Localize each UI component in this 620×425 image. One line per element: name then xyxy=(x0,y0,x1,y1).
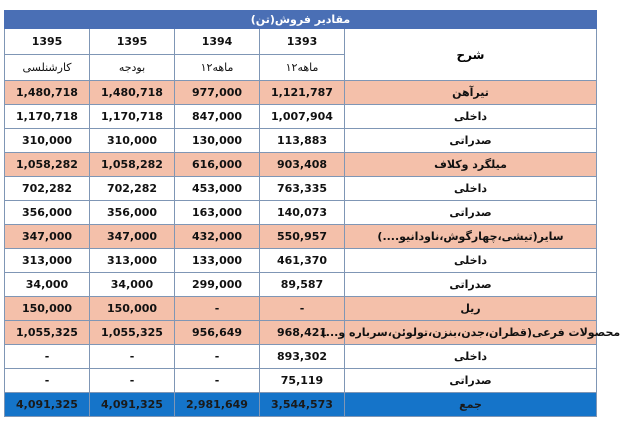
total-row xyxy=(4,393,597,417)
table-row xyxy=(4,297,597,321)
year-col-2: 1394 xyxy=(174,29,259,54)
value-cell: 356,000 xyxy=(4,201,89,224)
value-cell: - xyxy=(174,345,259,368)
table-row xyxy=(4,249,597,273)
value-cell: 150,000 xyxy=(4,297,89,320)
value-cell: 75,119 xyxy=(259,369,344,392)
value-cell: - xyxy=(259,297,344,320)
table-row xyxy=(4,81,597,105)
value-cell: 130,000 xyxy=(174,129,259,152)
value-cell: 616,000 xyxy=(174,153,259,176)
value-cell: 313,000 xyxy=(89,249,174,272)
row-label: صدراتی xyxy=(344,273,597,296)
year-col-1: 1395 xyxy=(89,29,174,54)
value-cell: 347,000 xyxy=(89,225,174,248)
table-row xyxy=(4,321,620,345)
value-cell: 313,000 xyxy=(4,249,89,272)
value-cell: 893,302 xyxy=(259,345,344,368)
value-cell: 310,000 xyxy=(4,129,89,152)
value-cell: 356,000 xyxy=(89,201,174,224)
row-label: صدراتی xyxy=(344,369,597,392)
table-row xyxy=(4,177,597,201)
value-cell: 3,544,573 xyxy=(259,393,344,416)
value-cell: 956,649 xyxy=(174,321,259,344)
row-label: میلگرد وکلاف xyxy=(344,153,597,176)
table-row xyxy=(4,153,597,177)
value-cell: 150,000 xyxy=(89,297,174,320)
value-cell: 453,000 xyxy=(174,177,259,200)
value-cell: 4,091,325 xyxy=(4,393,89,416)
value-cell: 1,480,718 xyxy=(89,81,174,104)
table-title: مقادیر فروش(تن) xyxy=(4,10,597,29)
value-cell: 89,587 xyxy=(259,273,344,296)
row-label: جمع xyxy=(344,393,597,416)
sub-col-2: ۱۲ماهه xyxy=(174,55,259,80)
sub-col-1: بودجه xyxy=(89,55,174,80)
value-cell: 310,000 xyxy=(89,129,174,152)
value-cell: 968,421 xyxy=(259,321,344,344)
value-cell: 1,480,718 xyxy=(4,81,89,104)
value-cell: 34,000 xyxy=(4,273,89,296)
value-cell: 702,282 xyxy=(4,177,89,200)
value-cell: 34,000 xyxy=(89,273,174,296)
table-row xyxy=(4,345,597,369)
value-cell: 140,073 xyxy=(259,201,344,224)
value-cell: 1,007,904 xyxy=(259,105,344,128)
value-cell: 1,055,325 xyxy=(89,321,174,344)
row-label: تیرآهن xyxy=(344,81,597,104)
value-cell: - xyxy=(174,297,259,320)
sub-col-3: ۱۲ماهه xyxy=(259,55,344,80)
value-cell: 977,000 xyxy=(174,81,259,104)
value-cell: 299,000 xyxy=(174,273,259,296)
value-cell: 347,000 xyxy=(4,225,89,248)
value-cell: 1,055,325 xyxy=(4,321,89,344)
row-label: ریل xyxy=(344,297,597,320)
value-cell: 763,335 xyxy=(259,177,344,200)
value-cell: - xyxy=(4,369,89,392)
table-row xyxy=(4,273,597,297)
value-cell: 4,091,325 xyxy=(89,393,174,416)
value-cell: 550,957 xyxy=(259,225,344,248)
row-label: داخلی xyxy=(344,177,597,200)
value-cell: - xyxy=(174,369,259,392)
row-label: داخلی xyxy=(344,345,597,368)
value-cell: 163,000 xyxy=(174,201,259,224)
value-cell: 133,000 xyxy=(174,249,259,272)
sales-table xyxy=(4,10,620,420)
value-cell: 1,170,718 xyxy=(4,105,89,128)
table-row xyxy=(4,369,597,393)
value-cell: 113,883 xyxy=(259,129,344,152)
value-cell: 2,981,649 xyxy=(174,393,259,416)
value-cell: - xyxy=(4,345,89,368)
table-row xyxy=(4,201,597,225)
row-header-label: شرح xyxy=(344,29,597,81)
value-cell: 702,282 xyxy=(89,177,174,200)
value-cell: - xyxy=(89,369,174,392)
value-cell: 432,000 xyxy=(174,225,259,248)
value-cell: 1,058,282 xyxy=(4,153,89,176)
row-label: سایر(تیشی،چهارگوش،ناودانیو....) xyxy=(344,225,597,248)
value-cell: 903,408 xyxy=(259,153,344,176)
row-label: صدراتی xyxy=(344,201,597,224)
row-label: داخلی xyxy=(344,249,597,272)
row-label: داخلی xyxy=(344,105,597,128)
value-cell: 461,370 xyxy=(259,249,344,272)
row-label: صدراتی xyxy=(344,129,597,152)
table-row xyxy=(4,129,597,153)
sub-col-0: کارشنلسی xyxy=(4,55,89,80)
year-col-3: 1393 xyxy=(259,29,344,54)
value-cell: - xyxy=(89,345,174,368)
value-cell: 847,000 xyxy=(174,105,259,128)
row-label: محصولات فرعی(قطران،جدن،بنزن،تولوئن،سرباره و...) xyxy=(344,321,597,344)
year-col-0: 1395 xyxy=(4,29,89,54)
value-cell: 1,058,282 xyxy=(89,153,174,176)
value-cell: 1,170,718 xyxy=(89,105,174,128)
table-row xyxy=(4,225,597,249)
table-row xyxy=(4,105,597,129)
value-cell: 1,121,787 xyxy=(259,81,344,104)
